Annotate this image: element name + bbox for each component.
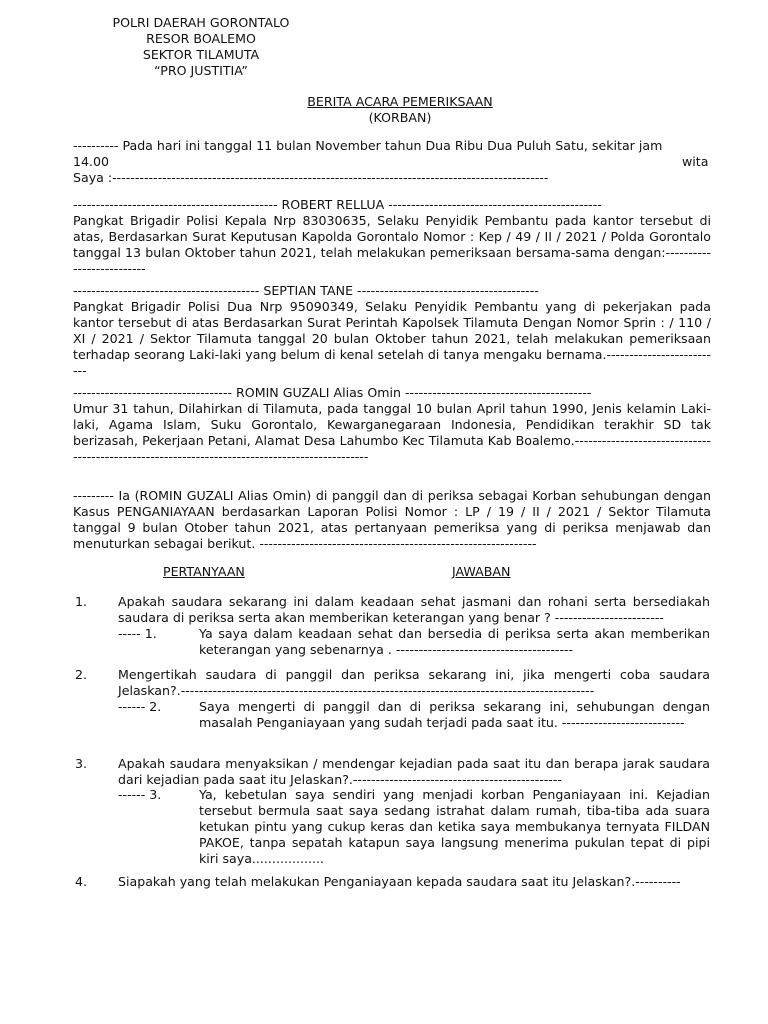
investigator-2-name-line: ----------------------------------------- SEPTIAN TANE ---------------------------------------- <box>73 283 539 298</box>
answer-marker: ----- 1. <box>118 626 157 641</box>
title-sub: (KORBAN) <box>368 110 432 125</box>
question-text: Mengertikah saudara di panggil dan periksa sekarang ini, jika mengerti coba saudara Jelaskan?.------------------------------------------------------------------------------------------- <box>118 667 710 698</box>
document-header <box>96 15 306 79</box>
question-number: 2. <box>75 667 88 682</box>
statement-paragraph: --------- Ia (ROMIN GUZALI Alias Omin) di panggil dan di periksa sebagai Korban sehubungan dengan Kasus PENGANIAYAAN berdasarkan Laporan Polisi Nomor : LP / 19 / II / 2021 / Sektor Tilamuta tanggal 9 bulan Otober tahun 2021, atas pertanyaan pemeriksa yang di periksa menjawab dan menuturkan sebagai berikut. ------------------------------------------------------------- <box>73 488 711 551</box>
question-number: 1. <box>75 594 88 609</box>
question-text: Apakah saudara sekarang ini dalam keadaan sehat jasmani dan rohani serta bersediakah saudara di periksa serta akan memberikan keterangan yang benar ? ------------------------ <box>118 594 710 625</box>
header-line-police-region: POLRI DAERAH GORONTALO <box>112 15 290 30</box>
investigator-1-paragraph: Pangkat Brigadir Polisi Kepala Nrp 83030635, Selaku Penyidik Pembantu pada kantor tersebut di atas, Berdasarkan Surat Keputusan Kapolda Gorontalo Nomor : Kep / 49 / II / 2021 / Polda Gorontalo tanggal 13 bulan Oktober tahun 2021, telah melakukan pemeriksaan bersama-sama dengan:-------------------------- <box>73 213 711 276</box>
answer-text: Saya mengerti di panggil dan di periksa sekarang ini, sehubungan dengan masalah Penganiayaan yang sudah terjadi pada saat itu. --------------------------- <box>199 699 710 730</box>
victim-paragraph: Umur 31 tahun, Dilahirkan di Tilamuta, pada tanggal 10 bulan April tahun 1990, Jenis kelamin Laki-laki, Agama Islam, Suku Gorontalo, Kewarganegaraan Indonesia, Pendidikan terakhir SD tak berizasah, Pekerjaan Petani, Alamat Desa Lahumbo Kec Tilamuta Kab Boalemo.----------------------------------------------------------------------------------------------- <box>73 401 711 464</box>
header-line-resort: RESOR BOALEMO <box>146 31 256 46</box>
investigator-1-name-line: --------------------------------------------- ROBERT RELLUA ----------------------------------------------- <box>73 197 602 212</box>
question-number: 3. <box>75 756 88 771</box>
question-text: Siapakah yang telah melakukan Penganiayaan kepada saudara saat itu Jelaskan?.---------- <box>118 874 681 889</box>
answer-text: Ya saya dalam keadaan sehat dan bersedia di periksa serta akan memberikan keterangan yang sebenarnya . --------------------------------------- <box>199 626 710 657</box>
question-number: 4. <box>75 874 88 889</box>
intro-line-1: ---------- Pada hari ini tanggal 11 bulan November tahun Dua Ribu Dua Puluh Satu, sekitar jam <box>73 138 663 153</box>
investigator-2-paragraph: Pangkat Brigadir Polisi Dua Nrp 95090349, Selaku Penyidik Pembantu yang di pekerjakan pada kantor tersebut di atas Berdasarkan Surat Perintah Kapolsek Tilamuta Dengan Nomor Sprin : / 110 / XI / 2021 / Sektor Tilamuta tanggal 20 bulan Oktober tahun 2021, telah melakukan pemeriksaan terhadap seorang Laki-laki yang belum di kenal setelah di tanya mengaku bernama.-------------------------- <box>73 299 711 378</box>
intro-timezone: wita <box>682 154 709 169</box>
title-main: BERITA ACARA PEMERIKSAAN <box>307 94 493 109</box>
header-line-pro-justitia: “PRO JUSTITIA” <box>154 63 248 78</box>
document-title <box>200 94 600 126</box>
question-column-header: PERTANYAAN <box>163 564 245 579</box>
answer-marker: ------ 2. <box>118 699 162 714</box>
header-line-sector: SEKTOR TILAMUTA <box>142 47 260 62</box>
victim-name-line: ----------------------------------- ROMIN GUZALI Alias Omin ----------------------------------------- <box>73 385 592 400</box>
question-text: Apakah saudara menyaksikan / mendengar kejadian pada saat itu dan berapa jarak saudara dari kejadian pada saat itu Jelaskan?.---------------------------------------------- <box>118 756 710 787</box>
intro-time: 14.00 <box>73 154 110 169</box>
answer-text: Ya, kebetulan saya sendiri yang menjadi korban Penganiayaan ini. Kejadian tersebut bermula saat saya sedang istrahat dalam rumah, tiba-tiba ada suara ketukan pintu yang cukup keras dan ketika saya membukanya ternyata FILDAN PAKOE, tanpa sepatah katapun saya langsung menerima pukulan tepat di pipi kiri saya.................. <box>199 787 710 866</box>
answer-column-header: JAWABAN <box>452 564 511 579</box>
intro-line-3: Saya :------------------------------------------------------------------------------------------------ <box>73 170 549 185</box>
answer-marker: ------ 3. <box>118 787 162 802</box>
